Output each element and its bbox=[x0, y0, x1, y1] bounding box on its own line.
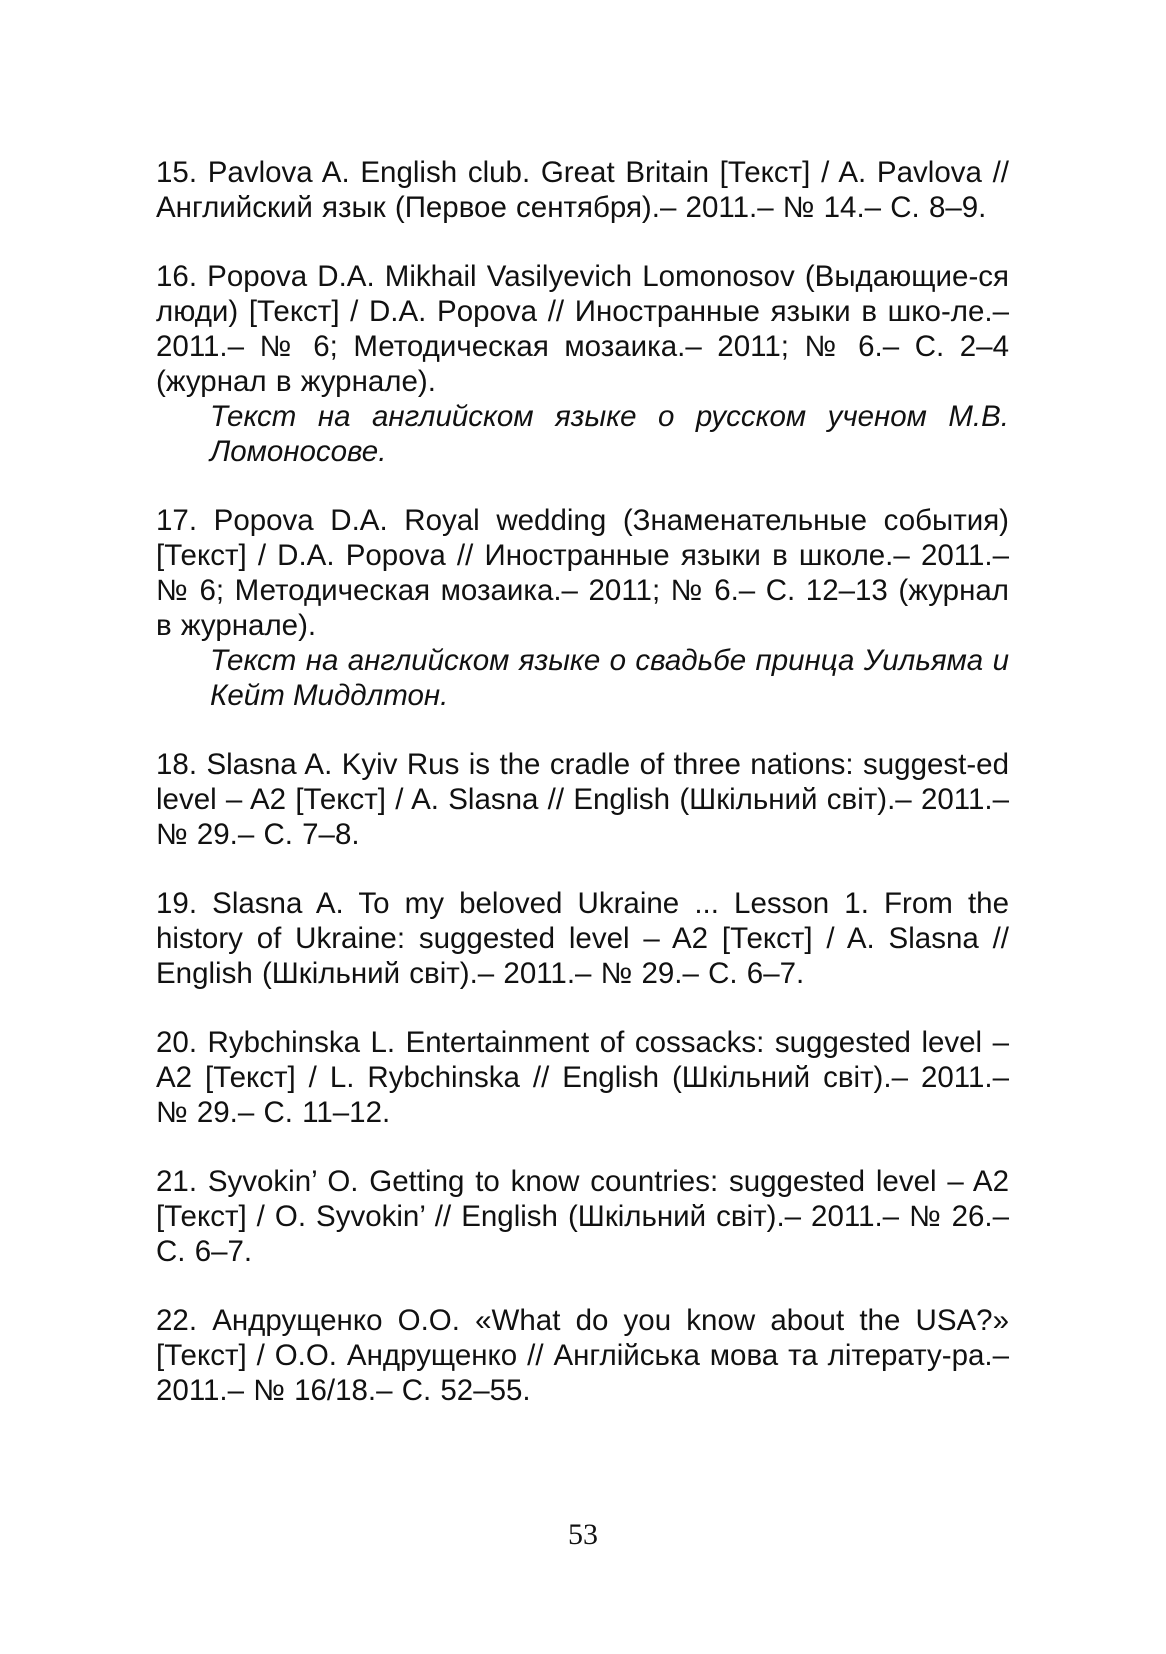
entry-citation: Popova D.A. Royal wedding (Знаменательные события) [Текст] / D.A. Popova // Иностранные языки в школе.– 2011.– № 6; Методическая мозаика.– 2011; № 6.– С. 12–13 (журнал в журнале). bbox=[156, 504, 1009, 642]
entry-number: 16. bbox=[156, 260, 198, 293]
bibliography-entry-16 bbox=[156, 259, 1009, 469]
bibliography-entry-19 bbox=[156, 886, 1009, 991]
entry-number: 22. bbox=[156, 1304, 198, 1337]
entry-text bbox=[156, 155, 1009, 225]
entry-citation: Slasna A. To my beloved Ukraine ... Lesson 1. From the history of Ukraine: suggested level – A2 [Текст] / A. Slasna // English (Шкільний світ).– 2011.– № 29.– С. 6–7. bbox=[156, 887, 1009, 990]
entry-text bbox=[156, 1303, 1009, 1408]
entry-citation: Syvokin’ O. Getting to know countries: suggested level – A2 [Текст] / O. Syvokin’ // English (Шкільний світ).– 2011.– № 26.– С. 6–7. bbox=[156, 1165, 1009, 1268]
entry-citation: Rybchinska L. Entertainment of cossacks: suggested level – A2 [Текст] / L. Rybchinska // English (Шкільний світ).– 2011.– № 29.– С. 11–12. bbox=[156, 1026, 1010, 1129]
bibliography-list bbox=[156, 155, 1009, 1442]
entry-text bbox=[156, 747, 1009, 852]
entry-text bbox=[156, 1164, 1009, 1269]
entry-citation: Pavlova A. English club. Great Britain [Текст] / A. Pavlova // Английский язык (Первое сентября).– 2011.– № 14.– С. 8–9. bbox=[156, 156, 1009, 224]
entry-number: 17. bbox=[156, 504, 198, 537]
entry-annotation: Текст на английском языке о русском ученом М.В. Ломоносове. bbox=[210, 400, 1009, 468]
entry-citation: Popova D.A. Mikhail Vasilyevich Lomonosov (Выдающие-ся люди) [Текст] / D.A. Popova // Иностранные языки в шко-ле.– 2011.– № 6; Методическая мозаика.– 2011; № 6.– С. 2–4 (журнал в журнале). bbox=[156, 260, 1009, 398]
entry-number: 15. bbox=[156, 156, 198, 189]
entry-annotation: Текст на английском языке о свадьбе принца Уильяма и Кейт Миддлтон. bbox=[210, 644, 1009, 712]
entry-citation: Андрущенко О.О. «What do you know about the USA?» [Текст] / О.О. Андрущенко // Англійська мова та літерату-ра.– 2011.– № 16/18.– С. 52–55. bbox=[156, 1304, 1009, 1407]
entry-text bbox=[156, 259, 1009, 399]
entry-citation: Slasna A. Kyiv Rus is the cradle of three nations: suggest-ed level – A2 [Текст] / A. Slasna // English (Шкільний світ).– 2011.– № 29.– С. 7–8. bbox=[156, 748, 1009, 851]
entry-number: 19. bbox=[156, 887, 198, 920]
entry-number: 20. bbox=[156, 1026, 198, 1059]
entry-text bbox=[156, 886, 1009, 991]
bibliography-entry-22 bbox=[156, 1303, 1009, 1408]
entry-text bbox=[156, 1025, 1009, 1130]
bibliography-entry-20 bbox=[156, 1025, 1009, 1130]
bibliography-entry-21 bbox=[156, 1164, 1009, 1269]
entry-number: 18. bbox=[156, 748, 198, 781]
page-number: 53 bbox=[568, 1518, 598, 1551]
entry-text bbox=[156, 503, 1009, 643]
entry-number: 21. bbox=[156, 1165, 198, 1198]
bibliography-entry-17 bbox=[156, 503, 1009, 713]
bibliography-entry-15 bbox=[156, 155, 1009, 225]
bibliography-entry-18 bbox=[156, 747, 1009, 852]
